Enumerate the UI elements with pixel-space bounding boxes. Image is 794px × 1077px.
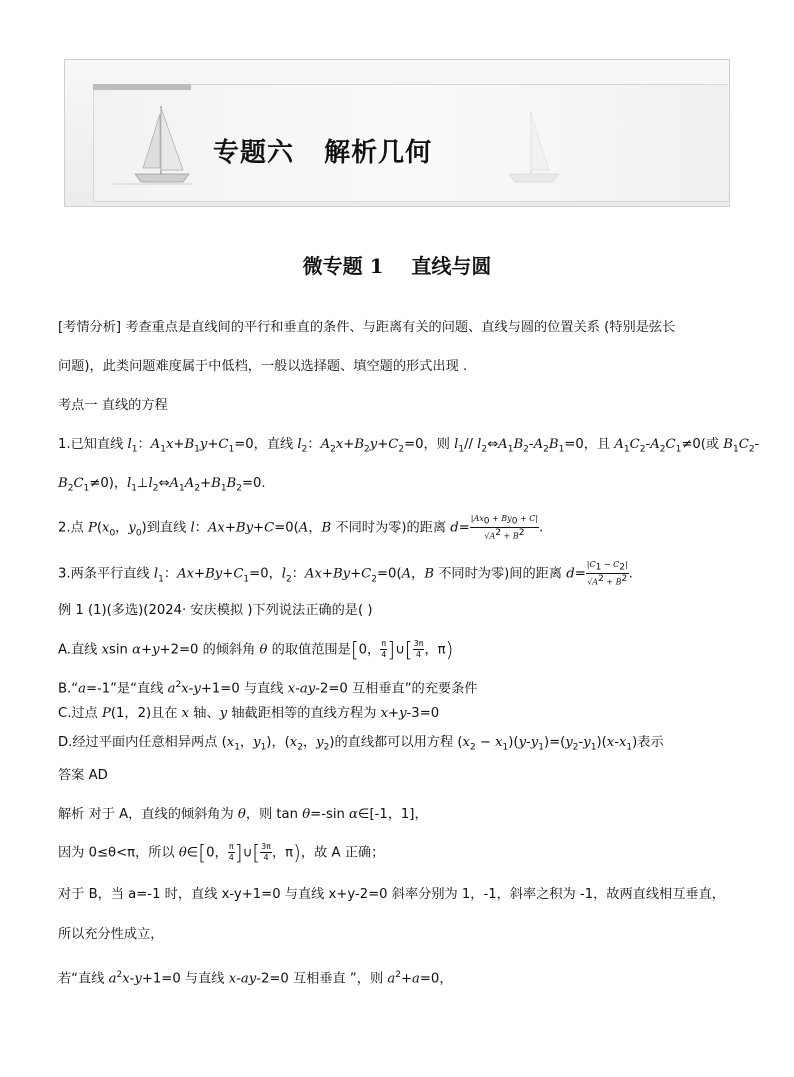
item-3-prefix: 3.两条平行直线 xyxy=(58,566,150,582)
analysis-text-line-1: [考情分析] 考查重点是直线间的平行和垂直的条件、与距离有关的问题、直线与圆的位置关系 (特别是弦长 xyxy=(58,320,676,335)
solution-line-5: 若“直线 $a^2x-y+1=0$ 与直线 x-ay-2=0 互相垂直 ”，则 $a^2+a=0$， xyxy=(58,970,453,987)
solution-line-1: 解析 对于 A，直线的倾斜角为 θ，则 tan θ=-sin α∈[-1，1]， xyxy=(58,807,428,822)
solution-line-2-prefix: 因为 0≤θ<π，所以 xyxy=(58,845,175,861)
solution-line-3: 对于 B，当 a=-1 时，直线 x-y+1=0 与直线 x+y-2=0 斜率分别为 1，-1，斜率之积为 -1，故两直线相互垂直， xyxy=(58,887,725,902)
sailboat-image xyxy=(113,100,193,190)
item-1-line-1: 1.已知直线 $l_1$：$A_1x+B_1y+C_1=0$，直线 $l_2$：$A_2x+B_2y+C_2=0$，则 $l_1//$ $l_2\Leftrightarrow A_1B_2-A_2B_1=0$，且 $A_1C_2-A_2C_1\ne 0$(或 $B_1C_2-$ xyxy=(58,437,760,455)
topic-heading: 考点一 直线的方程 xyxy=(58,398,168,413)
chapter-banner xyxy=(64,59,730,207)
solution-line-2: 因为 0≤θ<π，所以 θ∈[0， $\frac{\pi}{4}$ ]∪[ $\frac{3\pi}{4}$ ，π)，故 A 正确； xyxy=(58,840,385,865)
distance-formula: $\frac{|Ax_0 + By_0 + C|}{√A^2 + B^2}$ xyxy=(470,514,539,541)
example-1-heading: 例 1 (1)(多选)(2024· 安庆模拟 )下列说法正确的是( ) xyxy=(58,603,373,618)
parallel-distance-formula: $\frac{|C_1 - C_2|}{√A^2 + B^2}$ xyxy=(586,560,628,587)
option-b: B.“a=-1”是“直线 $a^2x-y+1=0$ 与直线 x-ay-2=0 互相垂直”的充要条件 xyxy=(58,680,478,697)
section-title: 微专题 1 直线与圆 xyxy=(302,254,492,278)
option-c: C.过点 P(1，2)且在 x 轴、y 轴截距相等的直线方程为 x+y-3=0 xyxy=(58,706,440,721)
solution-line-4: 所以充分性成立， xyxy=(58,927,164,942)
chapter-title: 专题六 解析几何 xyxy=(213,138,433,168)
sailboat-faded-image xyxy=(495,108,565,188)
answer: 答案 AD xyxy=(58,768,108,783)
solution-line-2-suffix: ，故 A 正确； xyxy=(300,845,385,861)
banner-accent-bar xyxy=(93,84,191,90)
item-1-line-2: $B_2C_1\ne 0$)，$l_1\perp l_2\Leftrightarrow A_1A_2+B_1B_2=0$. xyxy=(58,476,266,494)
item-2: 2.点 $P(x_0$，$y_0$)到直线 l：Ax+By+C=0(A，B 不同时为零)的距离 d= $\frac{|Ax_0 + By_0 + C|}{√A^2 + B^2}$ . xyxy=(58,514,544,541)
option-d: D.经过平面内任意相异两点 ($x_1$，$y_1$)，($x_2$，$y_2$)的直线都可以用方程 $(x_2 - x_1)(y-y_1)=(y_2-y_1)(x-x_1)$表示 xyxy=(58,735,664,753)
analysis-text-line-2: 问题)，此类问题难度属于中低档，一般以选择题、填空题的形式出现 . xyxy=(58,359,468,374)
item-3: 3.两条平行直线 $l_1$：$Ax+By+C_1=0$，$l_2$：$Ax+By+C_2=0(A$，B 不同时为零)间的距离 d= $\frac{|C_1 - C_2|}{√A^2 + B^2}$ . xyxy=(58,560,633,587)
option-a: A.直线 xsin α+y+2=0 的倾斜角 θ 的取值范围是[0， $\frac{\pi}{4}$ ]∪[ $\frac{3\pi}{4}$ ，π) xyxy=(58,637,454,662)
